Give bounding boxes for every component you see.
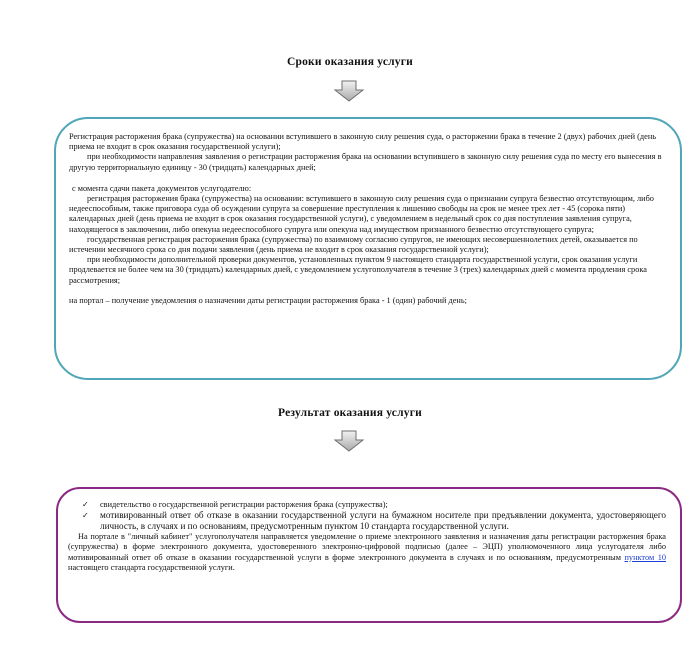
list-item bbox=[82, 500, 666, 510]
terms-paragraph: при необходимости дополнительной проверки документов, установленных пунктом 9 настоящего стандарта государственной услуги, срок оказания услуги продлевается не более чем на 30 (тридцать) календарных дней, с уведомлением услугополучателя в течение 3 (трех) календарных дней с момента продления срока рассмотрения; bbox=[69, 255, 647, 285]
result-list bbox=[68, 500, 666, 532]
terms-paragraph: Регистрация расторжения брака (супружества) на основании вступившего в законную силу решения суда, о расторжении брака в течение 2 (двух) рабочих дней (день приема не входит в срок оказания государственной услуги); bbox=[69, 132, 657, 152]
down-arrow-icon bbox=[334, 80, 364, 102]
result-item-text: свидетельство о государственной регистрации расторжения брака (супружества); bbox=[100, 500, 388, 509]
section-title-result: Результат оказания услуги bbox=[278, 407, 422, 419]
standard-point-link[interactable]: пунктом 10 bbox=[624, 552, 666, 562]
terms-box bbox=[54, 117, 682, 380]
portal-text-end: настоящего стандарта государственной услуги. bbox=[68, 562, 235, 572]
portal-paragraph bbox=[68, 532, 666, 573]
down-arrow-icon bbox=[334, 430, 364, 452]
section-title-terms: Сроки оказания услуги bbox=[287, 56, 413, 68]
checkmark-icon: ✓ bbox=[82, 500, 89, 509]
portal-text: На портале в "личный кабинет" услугополучателя направляется уведомление о приеме электронного заявления и назначения даты регистрации расторжения брака (супружества) в форме электронного документа, удостоверенного электронно-цифровой подписью (далее – ЭЦП) уполномоченного лица услугодателя либо мотивированный ответ об отказе в оказании государственной услуги в форме электронного документа в случаях и по основаниям, предусмотренным bbox=[68, 532, 666, 562]
terms-paragraph: регистрация расторжения брака (супружества) на основании: вступившего в законную силу решения суда о признании супруга безвестно отсутствующим, либо недееспособным, также приговора суда об осуждении супруга за совершение преступления к лишению свободы на срок не менее трех лет - 45 (сорока пяти) календарных дней (день приема не входит в срок оказания государственной услуги), с уведомлением в недельный срок со дня поступления заявления супруга, находящегося в заключении, либо опекуна недееспособного супруга или опекуна над имуществом признанного безвестно отсутствующего супруга; bbox=[69, 194, 654, 234]
result-box bbox=[56, 487, 682, 623]
result-item-text: мотивированный ответ об отказе в оказании государственной услуги на бумажном носителе при предъявлении документа, удостоверяющего личность, в случаях и по основаниям, предусмотренным пунктом 10 стандарта государственной услуги. bbox=[100, 510, 666, 532]
terms-paragraph: при необходимости направления заявления о регистрации расторжения брака на основании вступившего в законную силу решения суда по месту его вынесения в другую территориальную единицу - 30 (тридцать) календарных дней; bbox=[69, 152, 662, 172]
terms-paragraph: на портал – получение уведомления о назначении даты регистрации расторжения брака - 1 (один) рабочий день; bbox=[69, 295, 467, 305]
list-item bbox=[82, 510, 666, 532]
terms-paragraph: с момента сдачи пакета документов услугодателю: bbox=[72, 183, 252, 193]
terms-paragraph: государственная регистрация расторжения брака (супружества) по взаимному согласию супругов, не имеющих несовершеннолетних детей, оказывается по истечении месячного срока со дня подачи заявления (день приема не входит в срок оказания государственной услуги); bbox=[69, 234, 638, 255]
checkmark-icon: ✓ bbox=[82, 511, 89, 521]
